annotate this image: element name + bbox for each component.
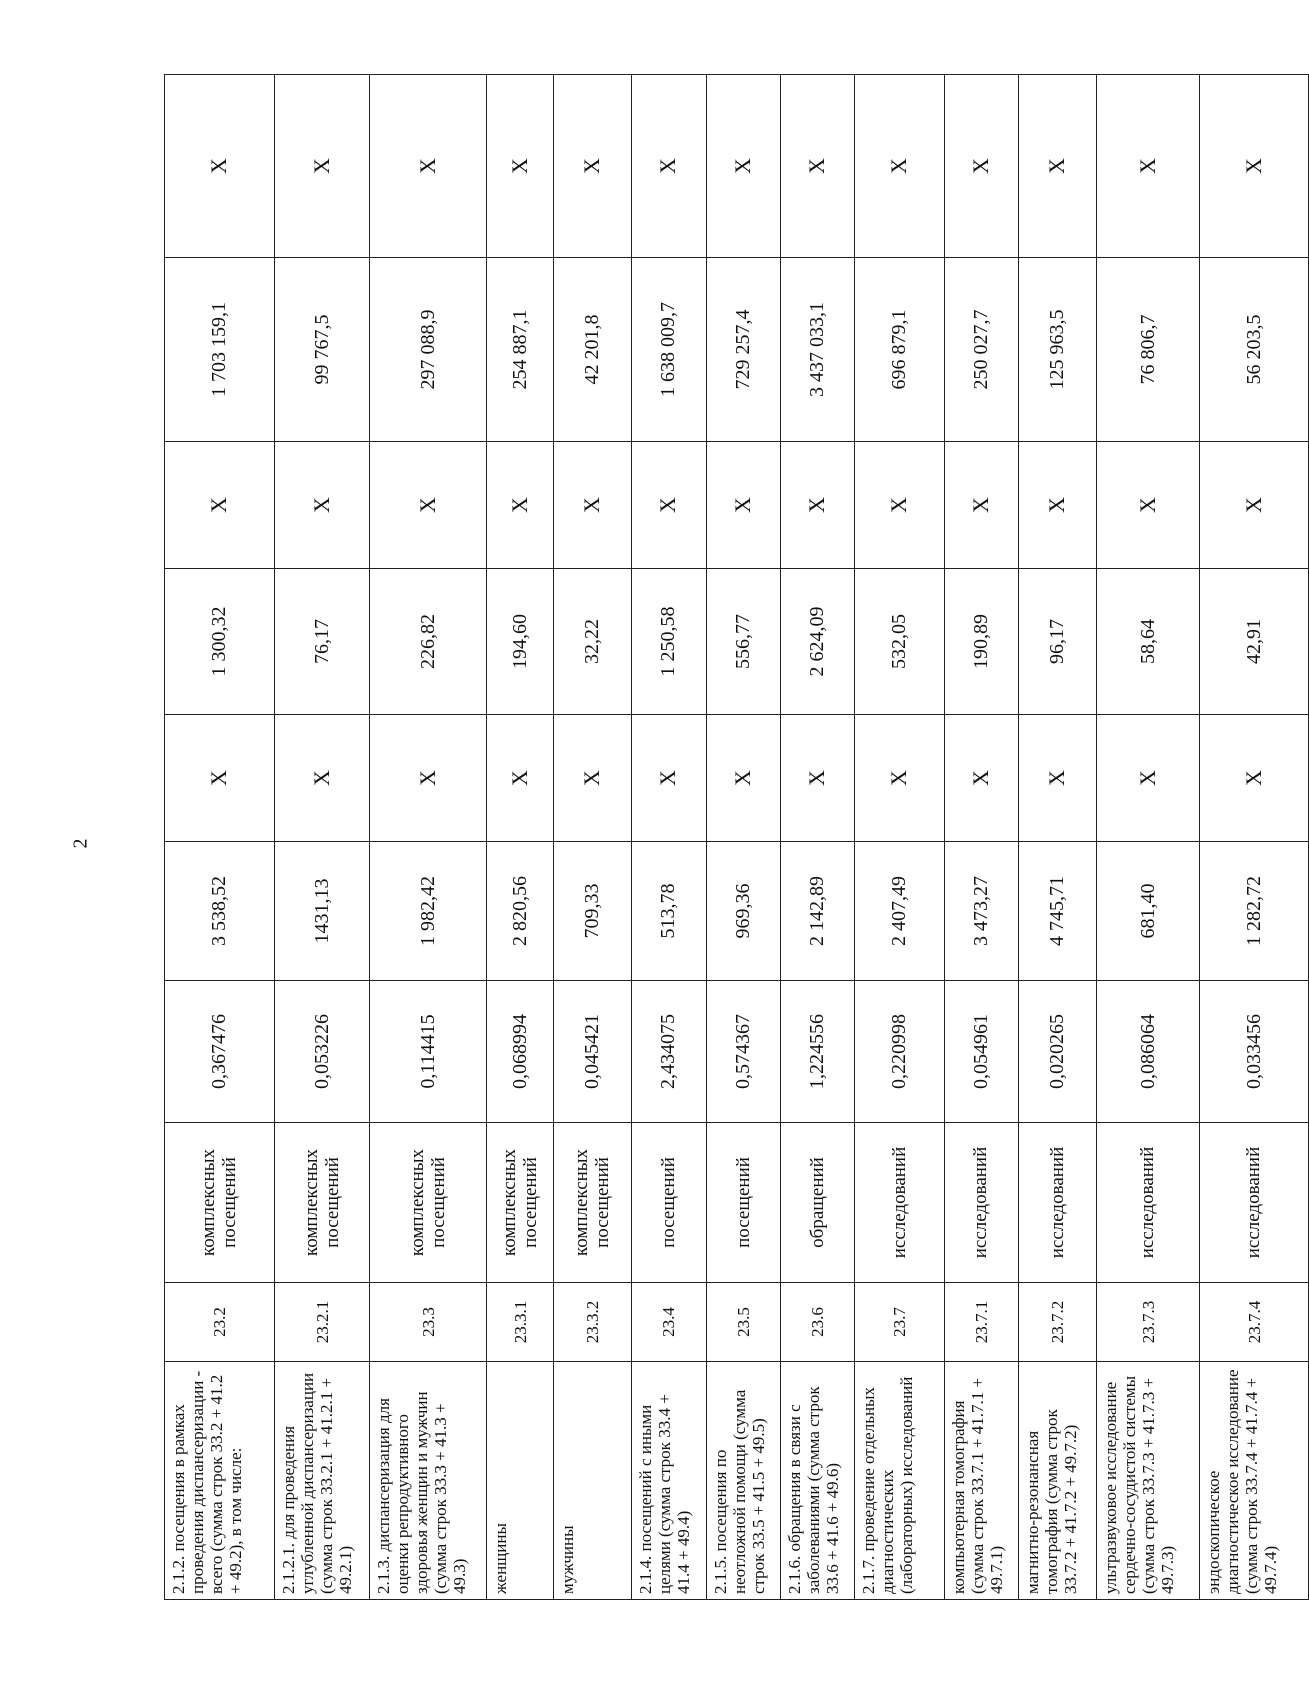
table-row bbox=[487, 75, 554, 1600]
row-norm-cell: 0,068994 bbox=[487, 981, 554, 1123]
row-norm-cell: 2,434075 bbox=[631, 981, 706, 1123]
row-col9-cell: X bbox=[854, 75, 944, 258]
row-col6-cell: 556,77 bbox=[706, 569, 780, 715]
row-code-cell: 23.7.4 bbox=[1200, 1283, 1309, 1362]
row-norm-cell: 0,020265 bbox=[1018, 981, 1096, 1123]
table-row bbox=[1200, 75, 1309, 1600]
page-number: 2 bbox=[69, 838, 92, 849]
row-col8-cell: 254 887,1 bbox=[487, 258, 554, 442]
row-unit-cell: посещений bbox=[706, 1123, 780, 1283]
row-col7-cell: X bbox=[487, 442, 554, 569]
row-norm-cell: 0,574367 bbox=[706, 981, 780, 1123]
row-label-cell: 2.1.2.1. для проведения углубленной диспансеризации (сумма строк 33.2.1 + 41.2.1 + 49.2.1) bbox=[274, 1362, 369, 1600]
row-code-cell: 23.2 bbox=[165, 1283, 275, 1362]
row-col7-cell: X bbox=[1018, 442, 1096, 569]
row-col5-cell: X bbox=[554, 715, 631, 842]
row-col9-cell: X bbox=[554, 75, 631, 258]
row-unit-cell: исследований bbox=[1018, 1123, 1096, 1283]
row-norm-cell: 0,053226 bbox=[274, 981, 369, 1123]
row-col7-cell: X bbox=[554, 442, 631, 569]
row-cost-cell: 681,40 bbox=[1097, 842, 1200, 981]
row-col8-cell: 729 257,4 bbox=[706, 258, 780, 442]
row-code-cell: 23.3 bbox=[370, 1283, 487, 1362]
row-col6-cell: 1 300,32 bbox=[165, 569, 275, 715]
row-col5-cell: X bbox=[780, 715, 854, 842]
row-norm-cell: 0,220998 bbox=[854, 981, 944, 1123]
row-code-cell: 23.4 bbox=[631, 1283, 706, 1362]
row-col7-cell: X bbox=[706, 442, 780, 569]
row-cost-cell: 1 282,72 bbox=[1200, 842, 1309, 981]
row-col6-cell: 58,64 bbox=[1097, 569, 1200, 715]
table-row bbox=[944, 75, 1018, 1600]
row-col5-cell: X bbox=[1200, 715, 1309, 842]
row-code-cell: 23.3.1 bbox=[487, 1283, 554, 1362]
row-col9-cell: X bbox=[631, 75, 706, 258]
row-col5-cell: X bbox=[854, 715, 944, 842]
row-unit-cell: исследований bbox=[944, 1123, 1018, 1283]
row-col8-cell: 42 201,8 bbox=[554, 258, 631, 442]
row-label-cell: ультразвуковое исследование сердечно-сосудистой системы (сумма строк 33.7.3 + 41.7.3 + 49.7.3) bbox=[1097, 1362, 1200, 1600]
row-col6-cell: 32,22 bbox=[554, 569, 631, 715]
row-label-cell: магнитно-резонансная томография (сумма строк 33.7.2 + 41.7.2 + 49.7.2) bbox=[1018, 1362, 1096, 1600]
row-col5-cell: X bbox=[1018, 715, 1096, 842]
row-col7-cell: X bbox=[780, 442, 854, 569]
row-label-cell: 2.1.5. посещения по неотложной помощи (сумма строк 33.5 + 41.5 + 49.5) bbox=[706, 1362, 780, 1600]
row-col6-cell: 96,17 bbox=[1018, 569, 1096, 715]
table-row bbox=[1097, 75, 1200, 1600]
row-col9-cell: X bbox=[944, 75, 1018, 258]
row-code-cell: 23.7.3 bbox=[1097, 1283, 1200, 1362]
row-norm-cell: 1,224556 bbox=[780, 981, 854, 1123]
row-col9-cell: X bbox=[165, 75, 275, 258]
row-col7-cell: X bbox=[1097, 442, 1200, 569]
row-col8-cell: 250 027,7 bbox=[944, 258, 1018, 442]
row-unit-cell: исследований bbox=[1200, 1123, 1309, 1283]
table-row bbox=[274, 75, 369, 1600]
row-cost-cell: 709,33 bbox=[554, 842, 631, 981]
row-col6-cell: 194,60 bbox=[487, 569, 554, 715]
row-col6-cell: 190,89 bbox=[944, 569, 1018, 715]
row-code-cell: 23.7.1 bbox=[944, 1283, 1018, 1362]
row-code-cell: 23.2.1 bbox=[274, 1283, 369, 1362]
row-norm-cell: 0,367476 bbox=[165, 981, 275, 1123]
row-col8-cell: 99 767,5 bbox=[274, 258, 369, 442]
row-code-cell: 23.3.2 bbox=[554, 1283, 631, 1362]
row-cost-cell: 1 982,42 bbox=[370, 842, 487, 981]
data-table bbox=[164, 74, 1309, 1600]
row-col6-cell: 532,05 bbox=[854, 569, 944, 715]
row-code-cell: 23.7 bbox=[854, 1283, 944, 1362]
row-cost-cell: 3 473,27 bbox=[944, 842, 1018, 981]
row-cost-cell: 4 745,71 bbox=[1018, 842, 1096, 981]
row-unit-cell: исследований bbox=[854, 1123, 944, 1283]
row-unit-cell: посещений bbox=[631, 1123, 706, 1283]
row-col5-cell: X bbox=[631, 715, 706, 842]
table-row bbox=[370, 75, 487, 1600]
row-label-cell: 2.1.7. проведение отдельных диагностических (лабораторных) исследований bbox=[854, 1362, 944, 1600]
row-col5-cell: X bbox=[944, 715, 1018, 842]
row-norm-cell: 0,114415 bbox=[370, 981, 487, 1123]
row-cost-cell: 513,78 bbox=[631, 842, 706, 981]
row-col9-cell: X bbox=[1097, 75, 1200, 258]
row-col9-cell: X bbox=[487, 75, 554, 258]
row-col8-cell: 76 806,7 bbox=[1097, 258, 1200, 442]
row-cost-cell: 3 538,52 bbox=[165, 842, 275, 981]
row-col7-cell: X bbox=[1200, 442, 1309, 569]
row-cost-cell: 2 820,56 bbox=[487, 842, 554, 981]
row-col8-cell: 3 437 033,1 bbox=[780, 258, 854, 442]
row-col7-cell: X bbox=[631, 442, 706, 569]
row-col8-cell: 1 638 009,7 bbox=[631, 258, 706, 442]
row-col5-cell: X bbox=[487, 715, 554, 842]
row-col8-cell: 696 879,1 bbox=[854, 258, 944, 442]
row-unit-cell: исследований bbox=[1097, 1123, 1200, 1283]
row-col6-cell: 76,17 bbox=[274, 569, 369, 715]
table-row bbox=[631, 75, 706, 1600]
row-col8-cell: 297 088,9 bbox=[370, 258, 487, 442]
row-label-cell: мужчины bbox=[554, 1362, 631, 1600]
row-col6-cell: 2 624,09 bbox=[780, 569, 854, 715]
row-cost-cell: 2 142,89 bbox=[780, 842, 854, 981]
row-col5-cell: X bbox=[706, 715, 780, 842]
row-unit-cell: комплексных посещений bbox=[165, 1123, 275, 1283]
row-col9-cell: X bbox=[1200, 75, 1309, 258]
row-col7-cell: X bbox=[274, 442, 369, 569]
row-col6-cell: 1 250,58 bbox=[631, 569, 706, 715]
row-unit-cell: комплексных посещений bbox=[487, 1123, 554, 1283]
table-row bbox=[780, 75, 854, 1600]
row-label-cell: эндоскопическое диагностическое исследование (сумма строк 33.7.4 + 41.7.4 + 49.7.4) bbox=[1200, 1362, 1309, 1600]
row-col8-cell: 125 963,5 bbox=[1018, 258, 1096, 442]
table-body bbox=[165, 75, 1309, 1600]
row-col8-cell: 1 703 159,1 bbox=[165, 258, 275, 442]
row-col6-cell: 42,91 bbox=[1200, 569, 1309, 715]
row-norm-cell: 0,054961 bbox=[944, 981, 1018, 1123]
row-col7-cell: X bbox=[944, 442, 1018, 569]
row-col5-cell: X bbox=[370, 715, 487, 842]
row-col9-cell: X bbox=[274, 75, 369, 258]
row-norm-cell: 0,086064 bbox=[1097, 981, 1200, 1123]
rotated-table-wrapper bbox=[164, 75, 1309, 1600]
row-col9-cell: X bbox=[706, 75, 780, 258]
row-code-cell: 23.7.2 bbox=[1018, 1283, 1096, 1362]
row-label-cell: 2.1.2. посещения в рамках проведения диспансеризации - всего (сумма строк 33.2 + 41.2 + 49.2), в том числе: bbox=[165, 1362, 275, 1600]
row-col5-cell: X bbox=[274, 715, 369, 842]
row-label-cell: 2.1.6. обращения в связи с заболеваниями (сумма строк 33.6 + 41.6 + 49.6) bbox=[780, 1362, 854, 1600]
row-col8-cell: 56 203,5 bbox=[1200, 258, 1309, 442]
row-label-cell: женщины bbox=[487, 1362, 554, 1600]
row-norm-cell: 0,033456 bbox=[1200, 981, 1309, 1123]
table-row bbox=[1018, 75, 1096, 1600]
row-col5-cell: X bbox=[165, 715, 275, 842]
row-col7-cell: X bbox=[370, 442, 487, 569]
table-row bbox=[706, 75, 780, 1600]
row-norm-cell: 0,045421 bbox=[554, 981, 631, 1123]
row-col9-cell: X bbox=[370, 75, 487, 258]
row-label-cell: 2.1.3. диспансеризация для оценки репродуктивного здоровья женщин и мужчин (сумма строк 33.3 + 41.3 + 49.3) bbox=[370, 1362, 487, 1600]
row-unit-cell: обращений bbox=[780, 1123, 854, 1283]
row-cost-cell: 2 407,49 bbox=[854, 842, 944, 981]
row-label-cell: компьютерная томография (сумма строк 33.7.1 + 41.7.1 + 49.7.1) bbox=[944, 1362, 1018, 1600]
table-row bbox=[165, 75, 275, 1600]
row-unit-cell: комплексных посещений bbox=[554, 1123, 631, 1283]
row-col9-cell: X bbox=[780, 75, 854, 258]
table-row bbox=[554, 75, 631, 1600]
row-col7-cell: X bbox=[854, 442, 944, 569]
row-cost-cell: 1431,13 bbox=[274, 842, 369, 981]
row-cost-cell: 969,36 bbox=[706, 842, 780, 981]
row-col5-cell: X bbox=[1097, 715, 1200, 842]
row-unit-cell: комплексных посещений bbox=[274, 1123, 369, 1283]
row-label-cell: 2.1.4. посещений с иными целями (сумма строк 33.4 + 41.4 + 49.4) bbox=[631, 1362, 706, 1600]
table-row bbox=[854, 75, 944, 1600]
row-code-cell: 23.6 bbox=[780, 1283, 854, 1362]
row-col6-cell: 226,82 bbox=[370, 569, 487, 715]
row-col7-cell: X bbox=[165, 442, 275, 569]
row-unit-cell: комплексных посещений bbox=[370, 1123, 487, 1283]
row-code-cell: 23.5 bbox=[706, 1283, 780, 1362]
row-col9-cell: X bbox=[1018, 75, 1096, 258]
